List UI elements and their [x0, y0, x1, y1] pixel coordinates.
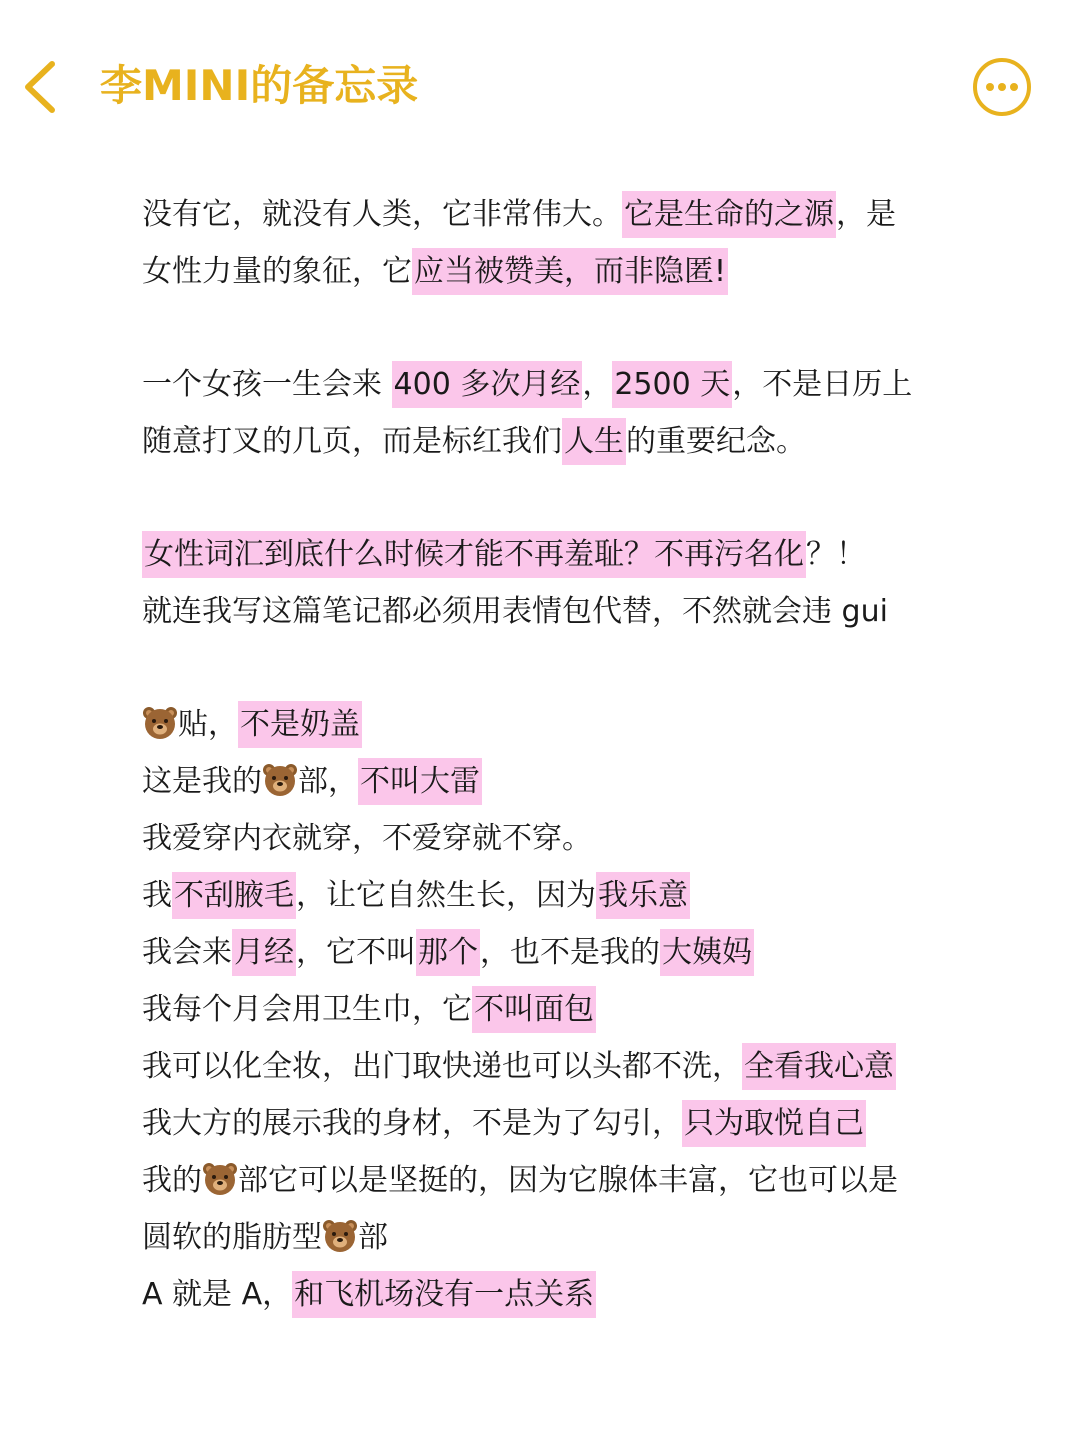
highlighted-text: 那个 [416, 929, 480, 976]
highlighted-text: 人生 [562, 418, 626, 465]
page-title: 李MINI的备忘录 [100, 61, 419, 110]
bear-emoji-icon [322, 1217, 358, 1253]
note-line [142, 867, 1012, 924]
note-text: ，是 [836, 197, 896, 232]
note-text: ，让它自然生长，因为 [296, 878, 596, 913]
note-line [142, 1038, 1012, 1095]
paragraph-gap [142, 640, 1012, 696]
bear-emoji-icon [202, 1160, 238, 1196]
note-text: ，也不是我的 [480, 935, 660, 970]
note-text: ，不是日历上 [732, 367, 913, 402]
note-text: 部它可以是坚挺的，因为它腺体丰富，它也可以是 [238, 1163, 898, 1198]
note-text: A 就是 A， [142, 1277, 293, 1312]
note-text: 随意打叉的几页，而是标红我们 [142, 424, 562, 459]
highlighted-text: 月经 [232, 929, 296, 976]
top-bar [0, 0, 1080, 170]
note-line [142, 1152, 1012, 1209]
highlighted-text: 不叫面包 [472, 986, 596, 1033]
note-line [142, 526, 1012, 583]
highlighted-text: 只为取悦自己 [682, 1100, 866, 1147]
paragraph-gap [142, 470, 1012, 526]
note-line [142, 753, 1012, 810]
highlighted-text: 我乐意 [596, 872, 690, 919]
note-line [142, 413, 1012, 470]
highlighted-text: 2500 天 [612, 361, 732, 408]
note-text: 的重要纪念。 [626, 424, 806, 459]
note-text: 我可以化全妆，出门取快递也可以头都不洗， [142, 1049, 742, 1084]
note-text: 就连我写这篇笔记都必须用表情包代替，不然就会违 gui [142, 594, 888, 629]
note-text: 我大方的展示我的身材，不是为了勾引， [142, 1106, 682, 1141]
note-line [142, 924, 1012, 981]
note-body [142, 186, 1012, 1323]
highlighted-text: 应当被赞美，而非隐匿! [412, 248, 728, 295]
note-line [142, 981, 1012, 1038]
highlighted-text: 和飞机场没有一点关系 [292, 1271, 596, 1318]
note-line [142, 1209, 1012, 1266]
note-text: 我每个月会用卫生巾，它 [142, 992, 472, 1027]
note-text: 部 [358, 1220, 388, 1255]
bear-emoji-icon [262, 761, 298, 797]
more-dots-icon [972, 57, 1032, 117]
highlighted-text: 400 多次月经 [392, 361, 583, 408]
note-text: ？！ [806, 537, 866, 572]
note-text: 我会来 [142, 935, 232, 970]
highlighted-text: 全看我心意 [742, 1043, 896, 1090]
note-text: 部， [298, 764, 358, 799]
back-button[interactable] [18, 56, 68, 118]
note-text: 没有它，就没有人类，它非常伟大。 [142, 197, 622, 232]
note-line [142, 243, 1012, 300]
note-line [142, 1095, 1012, 1152]
note-text: 圆软的脂肪型 [142, 1220, 322, 1255]
note-text: 我 [142, 878, 172, 913]
note-text: 贴， [178, 707, 238, 742]
note-text: 女性力量的象征，它 [142, 254, 412, 289]
note-text: 这是我的 [142, 764, 262, 799]
more-options-button[interactable] [972, 57, 1032, 117]
note-line [142, 810, 1012, 867]
note-text: 一个女孩一生会来 [142, 367, 392, 402]
note-text: ，它不叫 [296, 935, 416, 970]
highlighted-text: 不刮腋毛 [172, 872, 296, 919]
chevron-left-icon [18, 56, 68, 118]
highlighted-text: 大姨妈 [660, 929, 754, 976]
note-text: 我爱穿内衣就穿，不爱穿就不穿。 [142, 821, 592, 856]
note-text: 我的 [142, 1163, 202, 1198]
paragraph-gap [142, 300, 1012, 356]
note-line [142, 186, 1012, 243]
note-text: ， [582, 367, 613, 402]
note-line [142, 696, 1012, 753]
note-line [142, 583, 1012, 640]
bear-emoji-icon [142, 704, 178, 740]
note-line [142, 1266, 1012, 1323]
highlighted-text: 它是生命的之源 [622, 191, 836, 238]
highlighted-text: 不叫大雷 [358, 758, 482, 805]
highlighted-text: 不是奶盖 [238, 701, 362, 748]
note-line [142, 356, 1012, 413]
highlighted-text: 女性词汇到底什么时候才能不再羞耻？不再污名化 [142, 531, 806, 578]
